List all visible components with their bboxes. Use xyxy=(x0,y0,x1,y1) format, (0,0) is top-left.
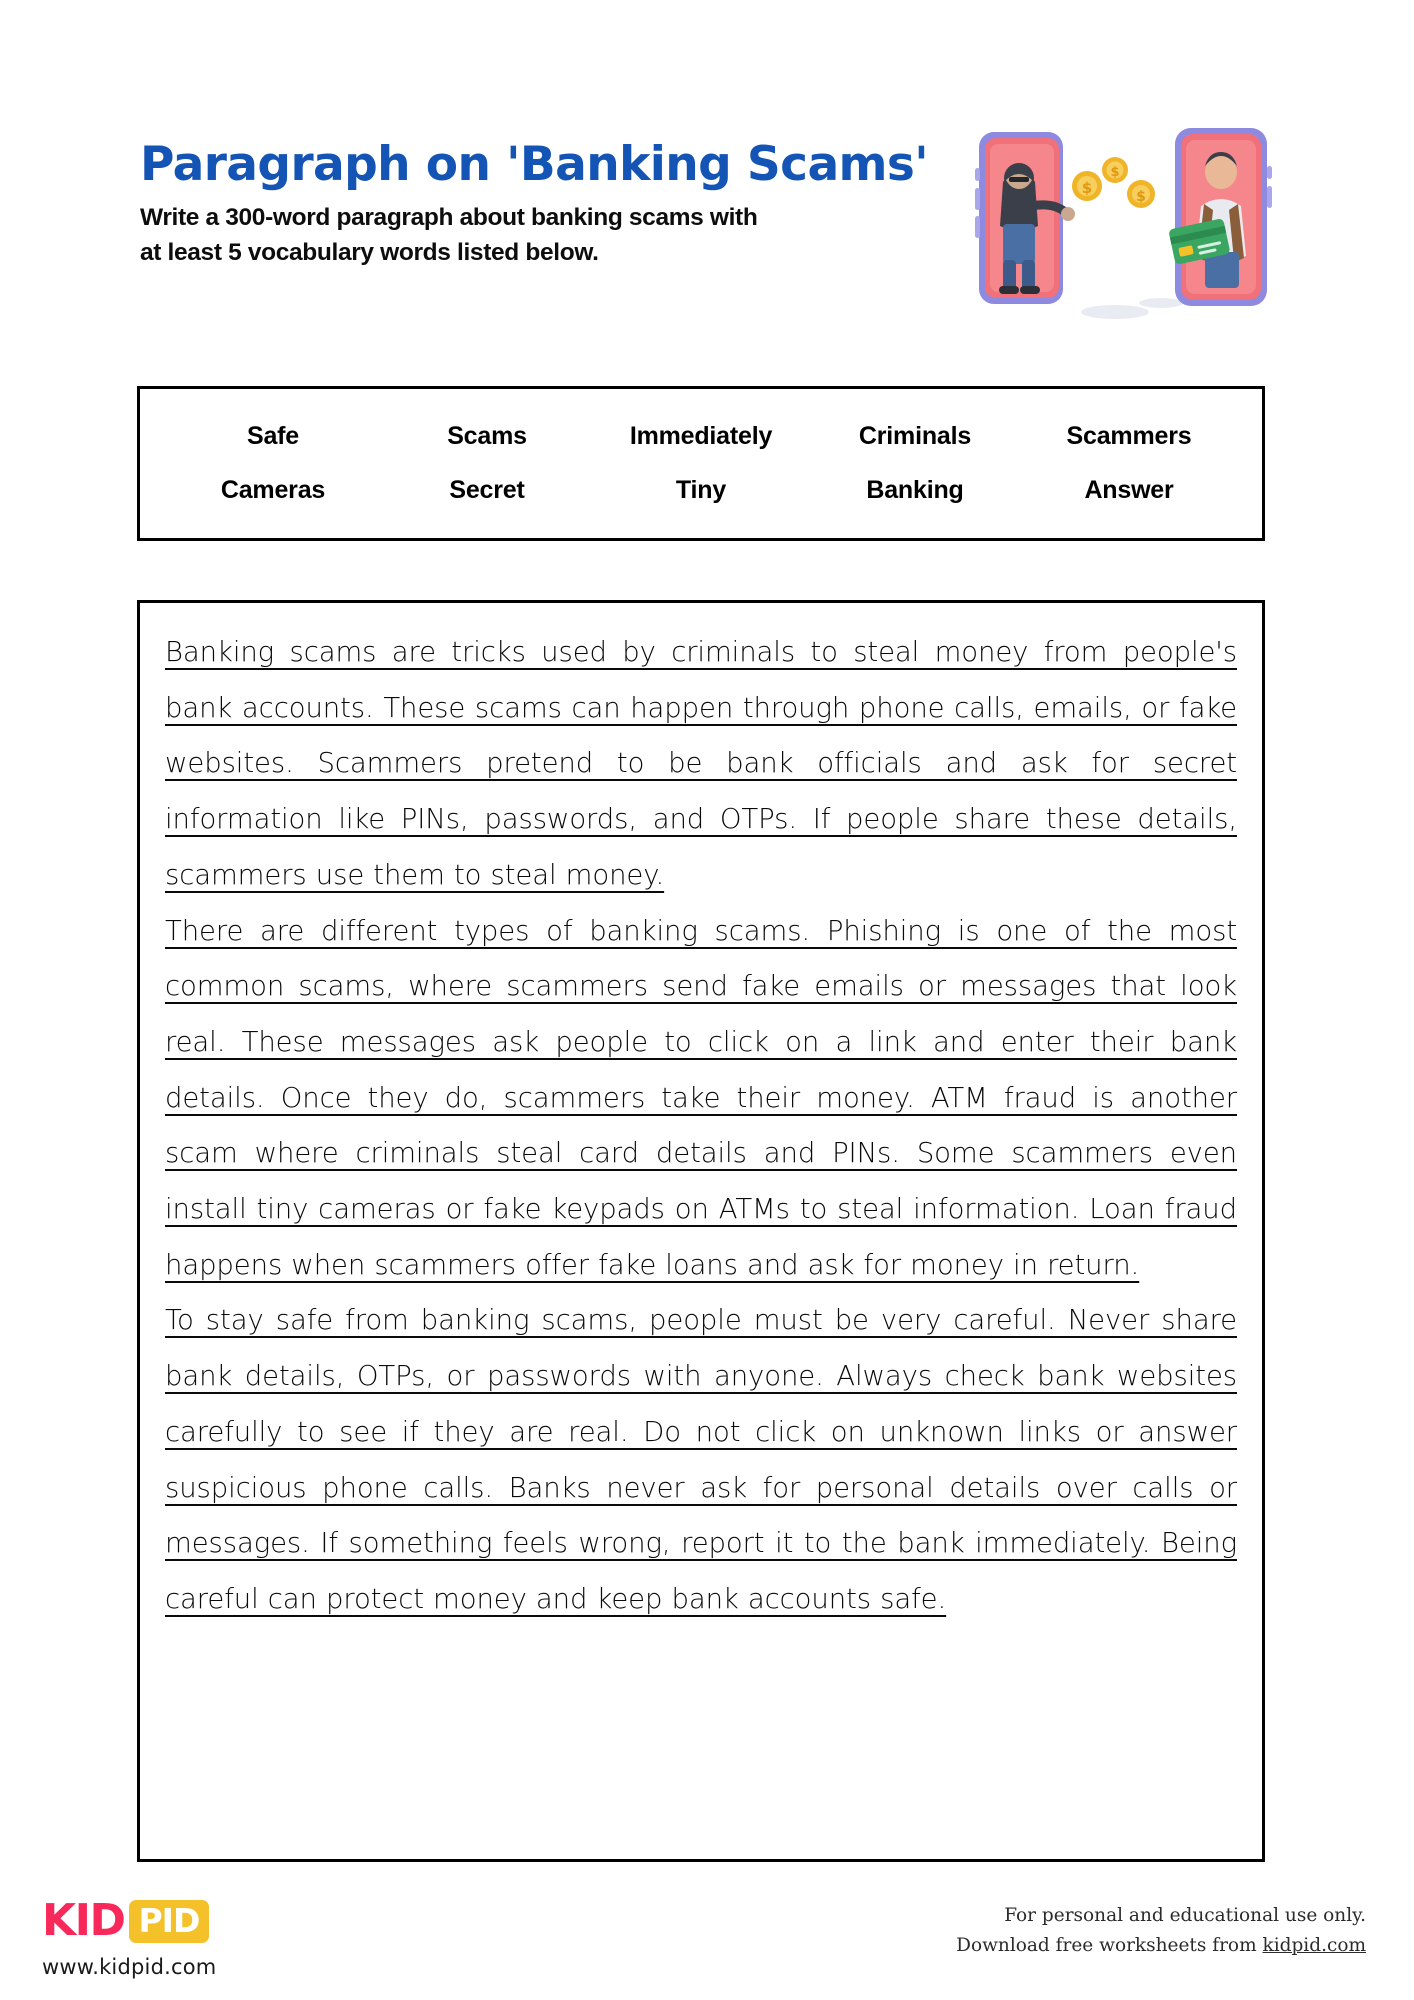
footer-notice-line-1: For personal and educational use only. xyxy=(1004,1905,1366,1926)
instructions-line-1: Write a 300-word paragraph about banking scams with xyxy=(140,204,758,232)
footer-notice-prefix: Download free worksheets from xyxy=(956,1934,1263,1956)
logo-text-pid: PID xyxy=(129,1900,210,1943)
vocabulary-word: Immediately xyxy=(629,422,773,450)
response-paragraph-3: To stay safe from banking scams, people must be very careful. Never share bank details, OTPs, or passwords with anyone. Always check bank websites carefully to see if they are real. Do not click on unknown links or answer suspicious phone calls. Banks never ask for personal details over calls or messages. If something feels wrong, report it to the bank immediately. Being careful can protect money and keep bank accounts safe. xyxy=(165,1304,1237,1615)
svg-text:$: $ xyxy=(1136,189,1146,205)
vocabulary-word-box xyxy=(137,386,1265,541)
vocabulary-row-1 xyxy=(140,422,1262,451)
logo-website-url: www.kidpid.com xyxy=(42,1955,217,1979)
kidpid-link[interactable]: kidpid.com xyxy=(1262,1934,1366,1956)
footer-notice-line-2 xyxy=(956,1931,1366,1961)
kidpid-logo[interactable] xyxy=(42,1895,216,1979)
page-instructions xyxy=(140,201,930,271)
page-footer xyxy=(0,1895,1414,2000)
vocabulary-word: Safe xyxy=(246,422,299,450)
vocabulary-row-2 xyxy=(140,476,1262,505)
response-answer-box[interactable] xyxy=(137,600,1265,1862)
vocabulary-word: Banking xyxy=(866,476,964,504)
flying-coins xyxy=(1072,157,1155,208)
response-paragraph-2: There are different types of banking scams. Phishing is one of the most common scams, where scammers send fake emails or messages that look real. These messages ask people to click on a link and enter their bank details. Once they do, scammers take their money. ATM fraud is another scam where criminals steal card details and PINs. Some scammers even install tiny cameras or fake keypads on ATMs to steal information. Loan fraud happens when scammers offer fake loans and ask for money in return. xyxy=(165,914,1237,1281)
vocabulary-word: Secret xyxy=(449,476,525,504)
response-paragraph-1: Banking scams are tricks used by criminals to steal money from people's bank accounts. These scams can happen through phone calls, emails, or fake websites. Scammers pretend to be bank officials and ask for secret information like PINs, passwords, and OTPs. If people share these details, scammers use them to steal money. xyxy=(165,636,1237,891)
banking-scam-illustration xyxy=(965,120,1285,335)
phone-right xyxy=(1168,128,1272,306)
phone-left xyxy=(975,132,1075,304)
worksheet-header xyxy=(140,137,970,271)
instructions-line-2: at least 5 vocabulary words listed below. xyxy=(140,239,599,267)
kidpid-logo-mark xyxy=(42,1895,216,1947)
vocabulary-word: Scammers xyxy=(1066,422,1192,450)
svg-text:$: $ xyxy=(1081,179,1093,197)
footer-notice xyxy=(956,1901,1366,1961)
vocabulary-word: Answer xyxy=(1084,476,1174,504)
shadow-blob xyxy=(1139,298,1183,308)
logo-text-kid: KID xyxy=(42,1895,125,1946)
vocabulary-word: Scams xyxy=(447,422,527,450)
vocabulary-word: Cameras xyxy=(220,476,326,504)
svg-text:$: $ xyxy=(1110,165,1120,180)
page-title: Paragraph on 'Banking Scams' xyxy=(140,137,929,192)
shadow-blob xyxy=(1081,305,1149,319)
vocabulary-word: Criminals xyxy=(858,422,972,450)
vocabulary-word: Tiny xyxy=(675,476,727,504)
